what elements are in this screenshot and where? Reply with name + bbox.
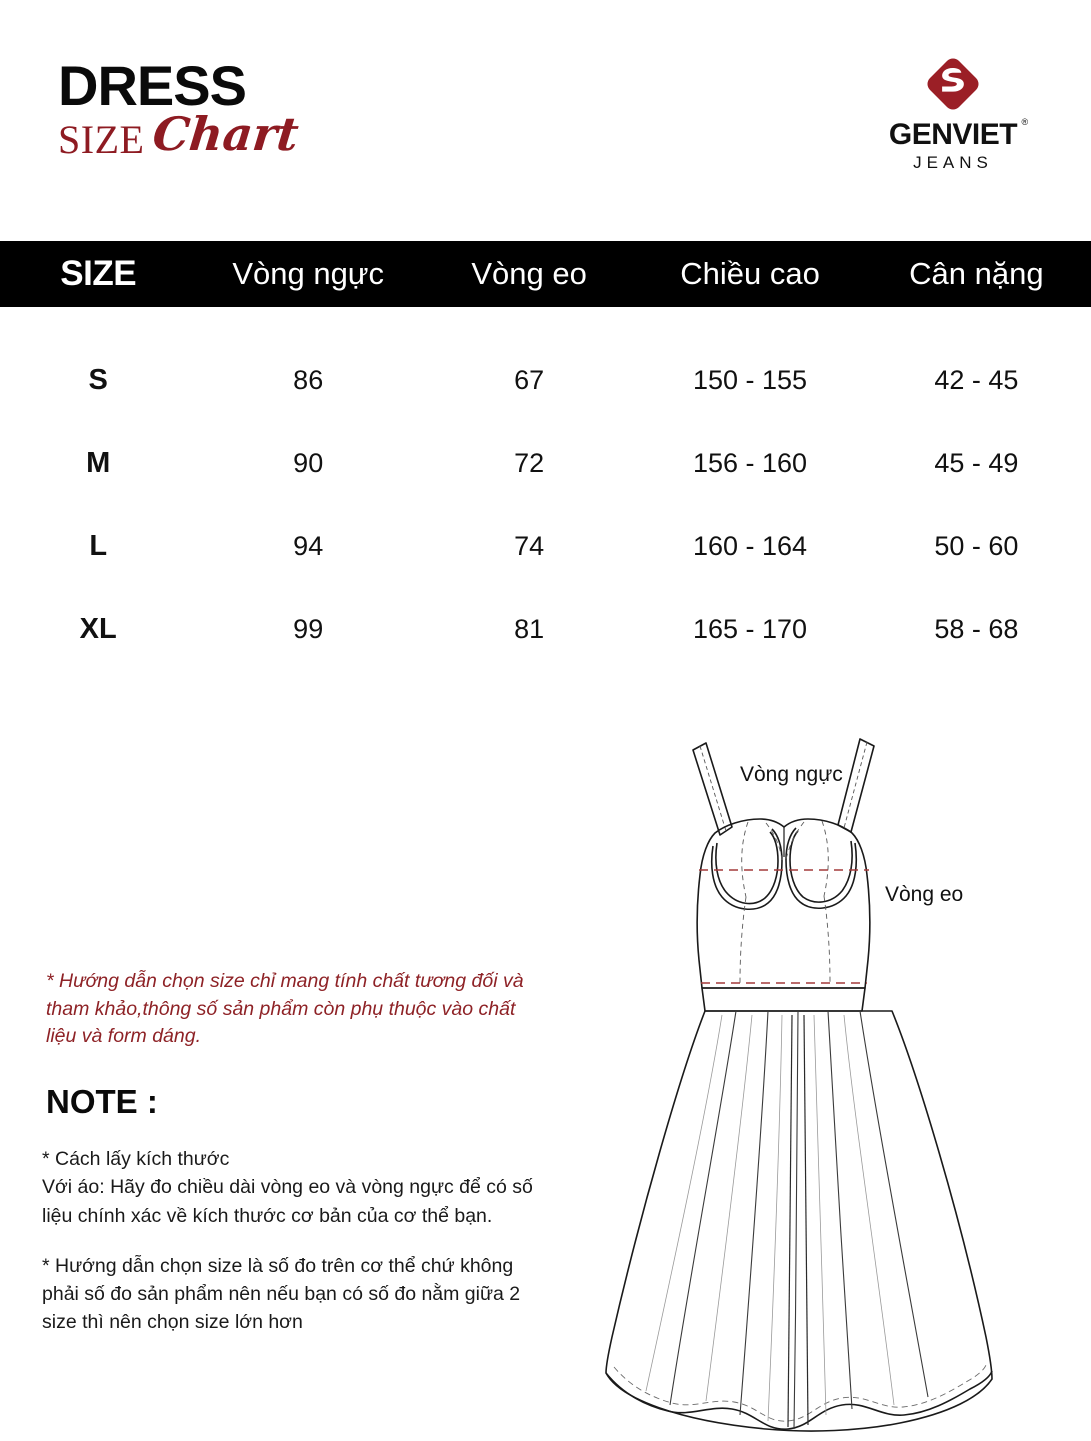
cell-weight: 50 - 60 xyxy=(934,531,1019,561)
table-row xyxy=(0,588,1091,671)
logo-name: GENVIET xyxy=(888,118,1018,151)
note-heading: NOTE : xyxy=(46,1083,158,1120)
cell-bust: 90 xyxy=(293,448,324,478)
column-header-height: Chiều cao xyxy=(680,256,820,291)
note-body xyxy=(42,1145,542,1337)
brand-logo xyxy=(873,52,1033,173)
cell-size: S xyxy=(88,364,108,396)
cell-waist: 81 xyxy=(514,614,545,644)
cell-waist: 72 xyxy=(514,448,545,478)
dress-illustration xyxy=(560,715,1060,1441)
cell-bust: 86 xyxy=(293,365,324,395)
title-size-word: SIZE xyxy=(58,117,145,162)
note-para2: * Hướng dẫn chọn size là số đo trên cơ thể chứ không phải số đo sản phẩm nên nếu bạn có số đo nằm giữa 2 size thì nên chọn size lớn hơn xyxy=(42,1254,521,1334)
table-row xyxy=(0,422,1091,505)
page-title xyxy=(58,54,302,170)
column-header-waist: Vòng eo xyxy=(471,256,587,291)
cell-waist: 74 xyxy=(514,531,545,561)
label-bust: Vòng ngực xyxy=(740,763,843,786)
title-chart-word: Chart xyxy=(150,107,302,161)
dress-technical-drawing-icon xyxy=(560,715,1060,1441)
sizing-disclaimer: * Hướng dẫn chọn size chỉ mang tính chất tương đối và tham khảo,thông số sản phẩm còn phụ thuộc vào chất liệu và form dáng. xyxy=(46,970,524,1048)
cell-bust: 94 xyxy=(293,531,324,561)
cell-weight: 58 - 68 xyxy=(934,614,1019,644)
table-row xyxy=(0,505,1091,588)
cell-size: M xyxy=(86,447,111,479)
cell-waist: 67 xyxy=(514,365,545,395)
column-header-bust: Vòng ngực xyxy=(232,256,385,291)
page-header xyxy=(0,0,1091,240)
table-row xyxy=(0,339,1091,422)
logo-wordmark xyxy=(888,117,1029,151)
logo-subtitle: JEANS xyxy=(913,153,993,172)
label-waist: Vòng eo xyxy=(885,883,964,906)
cell-height: 156 - 160 xyxy=(692,448,808,478)
table-header-row xyxy=(0,241,1091,307)
column-header-size: SIZE xyxy=(60,254,137,293)
column-header-weight: Cân nặng xyxy=(909,256,1044,291)
title-dress: DRESS xyxy=(58,54,246,117)
size-table xyxy=(0,241,1091,671)
cell-height: 160 - 164 xyxy=(692,531,808,561)
cell-size: L xyxy=(89,530,108,562)
note-para1-line1: * Cách lấy kích thước xyxy=(42,1148,230,1170)
table-top-spacer xyxy=(0,307,1091,339)
cell-weight: 45 - 49 xyxy=(934,448,1019,478)
cell-size: XL xyxy=(79,613,117,645)
note-para1-line2: Với áo: Hãy đo chiều dài vòng eo và vòng ngực để có số liệu chính xác về kích thước cơ bản của cơ thể bạn. xyxy=(42,1176,533,1227)
registered-trademark-icon: ® xyxy=(1021,117,1029,127)
cell-height: 150 - 155 xyxy=(692,365,808,395)
note-spacer xyxy=(42,1230,542,1252)
genviet-diamond-logo-icon xyxy=(921,52,985,116)
cell-bust: 99 xyxy=(293,614,324,644)
cell-height: 165 - 170 xyxy=(692,614,808,644)
cell-weight: 42 - 45 xyxy=(934,365,1019,395)
title-size-chart xyxy=(58,107,302,170)
